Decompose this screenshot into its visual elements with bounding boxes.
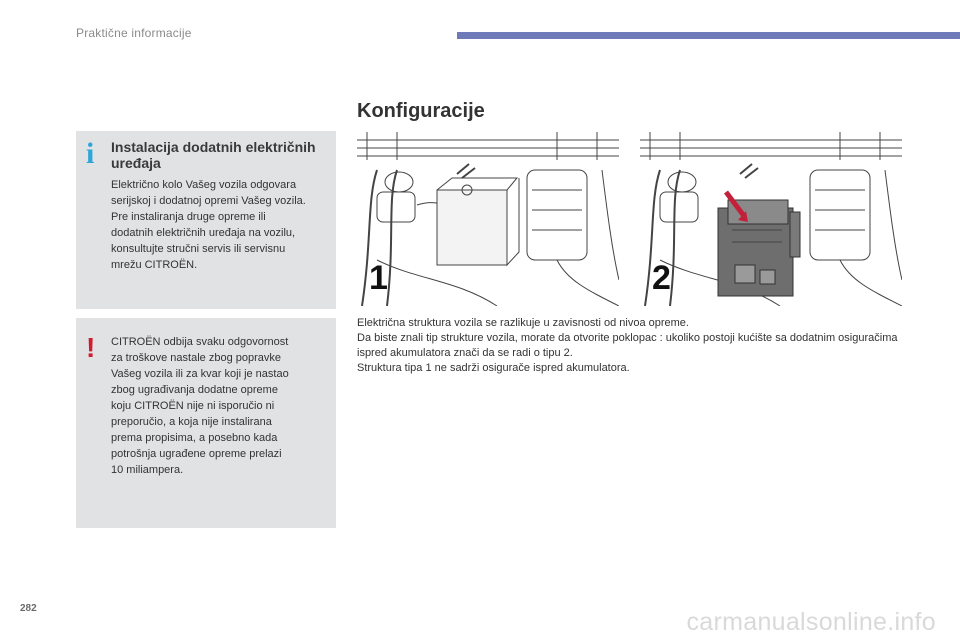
warning-box [76, 318, 336, 528]
figure-label-2: 2 [652, 259, 671, 297]
exclamation-icon: ! [86, 332, 96, 363]
engine-bay-illustration-1 [357, 130, 619, 306]
paragraph: Električna struktura vozila se razlikuje u zavisnosti od nivoa opreme. [357, 317, 689, 329]
engine-bay-illustration-2 [640, 130, 902, 306]
page-number: 282 [20, 603, 37, 614]
info-text: Električno kolo Vašeg vozila odgovara serijskoj i dodatnoj opremi Vašeg vozila. Pre instaliranja druge opreme ili dodatnih električnih uređaja na vozilu, konsultujte stručni servis ili servisnu mrežu CITROËN. [111, 179, 306, 271]
info-icon: i [86, 137, 95, 170]
info-heading: Instalacija dodatnih električnih uređaja [111, 139, 316, 171]
figure-label-1: 1 [369, 259, 388, 297]
configuration-description [357, 316, 917, 376]
fuse-box-icon [718, 200, 800, 296]
figure-configuration-2 [640, 130, 902, 306]
section-title: Konfiguracije [357, 100, 485, 122]
figure-configuration-1 [357, 130, 619, 306]
paragraph: Struktura tipa 1 ne sadrži osigurače ispred akumulatora. [357, 362, 630, 374]
info-box [76, 131, 336, 309]
watermark: carmanualsonline.info [686, 608, 936, 636]
warning-text: CITROËN odbija svaku odgovornost za troškove nastale zbog popravke Vašeg vozila ili za kvar koji je nastao zbog ugrađivanja dodatne opreme koju CITROËN nije ni isporučio ni preporučio, a koja nije instalirana prema propisima, a posebno kada potrošnja ugrađene opreme prelazi 10 miliampera. [111, 336, 289, 476]
header-accent-bar [457, 32, 960, 39]
paragraph: Da biste znali tip strukture vozila, morate da otvorite poklopac : ukoliko postoji kućište sa dodatnim osiguračima ispred akumulatora znači da se radi o tipu 2. [357, 332, 898, 359]
header-title: Praktične informacije [76, 26, 192, 40]
